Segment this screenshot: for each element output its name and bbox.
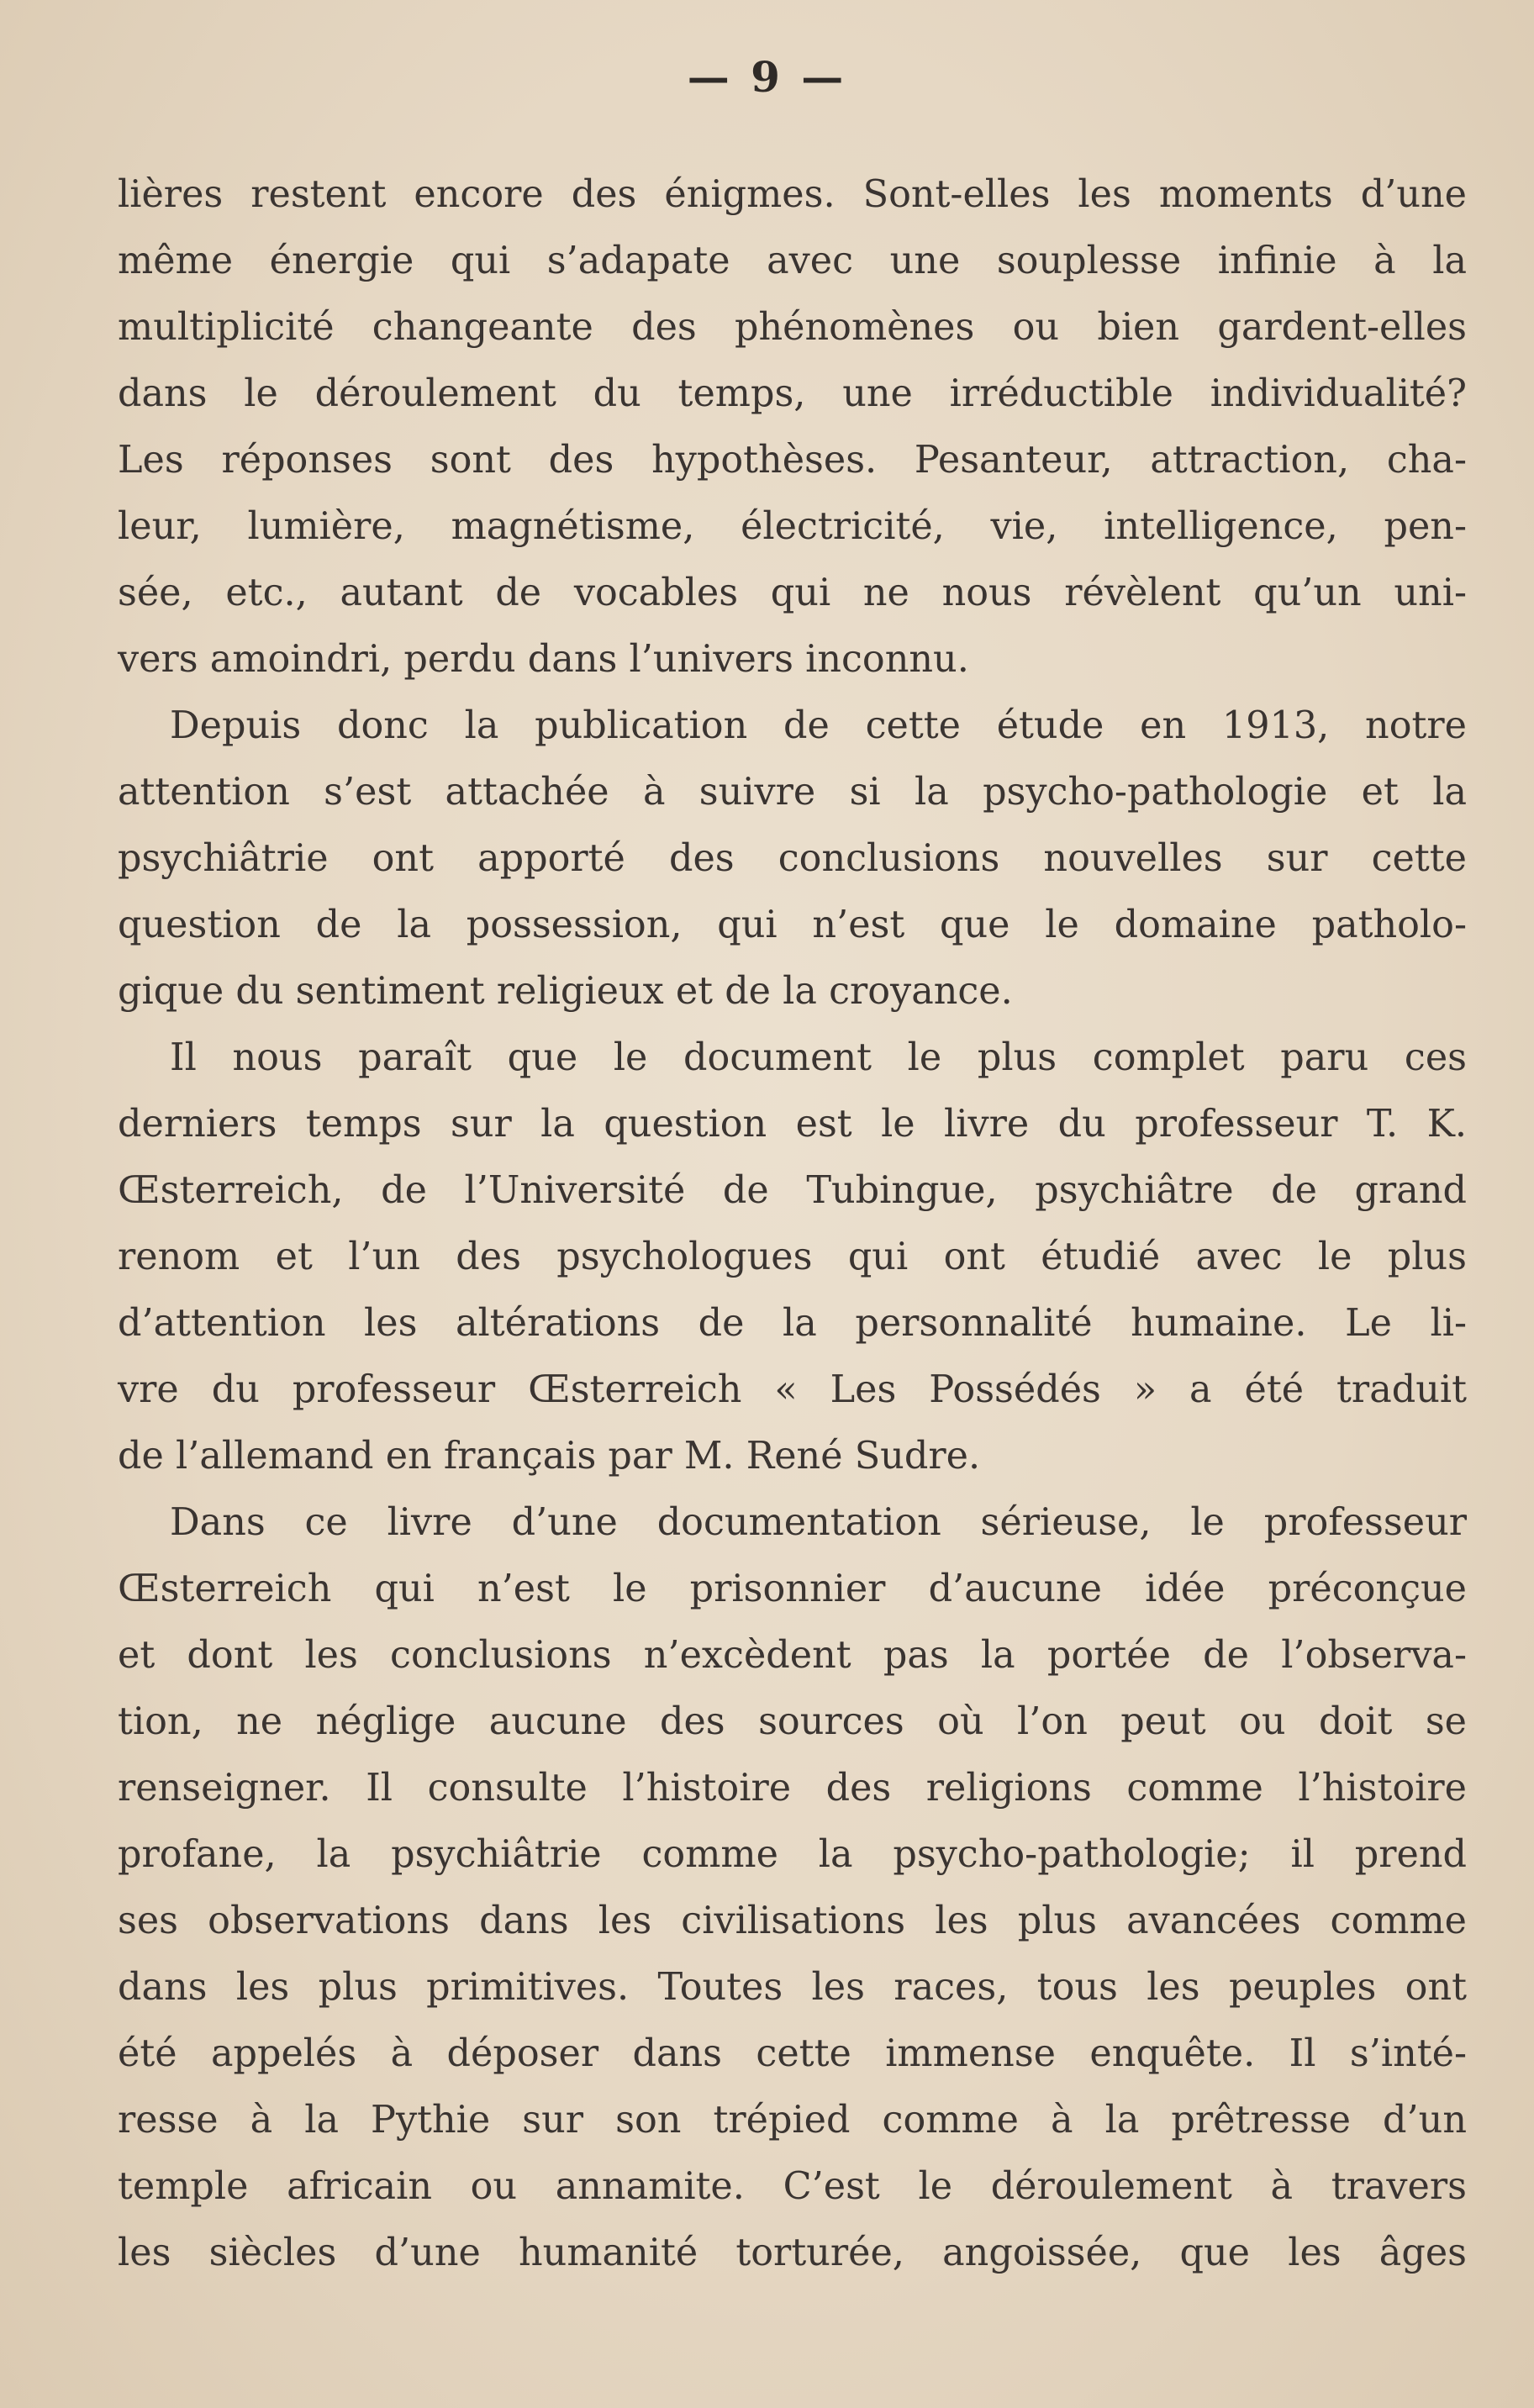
text-line: de l’allemand en français par M. René Sudre. [118,1435,981,1478]
text-line: psychiâtrie ont apporté des conclusions nouvelles sur cette [118,837,1467,880]
text-line: été appelés à déposer dans cette immense enquête. Il s’inté- [118,2032,1467,2075]
text-line: les siècles d’une humanité torturée, angoissée, que les âges [118,2231,1467,2274]
text-line: dans le déroulement du temps, une irréductible individualité? [118,372,1467,415]
text-line: Œsterreich, de l’Université de Tubingue, psychiâtre de grand [118,1169,1467,1212]
text-line: attention s’est attachée à suivre si la psycho-pathologie et la [118,771,1467,814]
text-line: lières restent encore des énigmes. Sont-elles les moments d’une [118,173,1467,216]
text-line: resse à la Pythie sur son trépied comme à la prêtresse d’un [118,2099,1467,2142]
body-text [118,161,1467,2286]
text-line: profane, la psychiâtrie comme la psycho-pathologie; il prend [118,1833,1467,1876]
text-line: dans les plus primitives. Toutes les races, tous les peuples ont [118,1966,1467,2009]
text-line: ses observations dans les civilisations les plus avancées comme [118,1900,1467,1942]
text-line: leur, lumière, magnétisme, électricité, vie, intelligence, pen- [118,505,1467,548]
text-line: Œsterreich qui n’est le prisonnier d’aucune idée préconçue [118,1568,1467,1610]
text-line: sée, etc., autant de vocables qui ne nous révèlent qu’un uni- [118,572,1467,614]
page-number: — 9 — [687,52,847,102]
text-line: question de la possession, qui n’est que le domaine patholo- [118,904,1467,946]
text-line: même énergie qui s’adapate avec une souplesse infinie à la [118,240,1467,282]
text-line: Les réponses sont des hypothèses. Pesanteur, attraction, cha- [118,439,1467,482]
text-line: temple africain ou annamite. C’est le déroulement à travers [118,2165,1467,2208]
text-line: vre du professeur Œsterreich « Les Possédés » a été traduit [118,1368,1467,1411]
text-line: renseigner. Il consulte l’histoire des religions comme l’histoire [118,1767,1467,1810]
paragraph-start-line: Dans ce livre d’une documentation sérieuse, le professeur [170,1501,1467,1544]
text-line: renom et l’un des psychologues qui ont étudié avec le plus [118,1236,1467,1278]
paragraph-start-line: Depuis donc la publication de cette étude en 1913, notre [170,704,1467,747]
text-line: derniers temps sur la question est le livre du professeur T. K. [118,1103,1467,1146]
text-line: multiplicité changeante des phénomènes ou bien gardent-elles [118,306,1467,349]
text-line: et dont les conclusions n’excèdent pas la portée de l’observa- [118,1634,1467,1677]
text-line: vers amoindri, perdu dans l’univers inconnu. [118,638,969,681]
text-line: tion, ne néglige aucune des sources où l’on peut ou doit se [118,1700,1467,1743]
text-line: d’attention les altérations de la personnalité humaine. Le li- [118,1302,1467,1345]
text-line: gique du sentiment religieux et de la croyance. [118,970,1013,1013]
paragraph-start-line: Il nous paraît que le document le plus complet paru ces [170,1036,1467,1079]
